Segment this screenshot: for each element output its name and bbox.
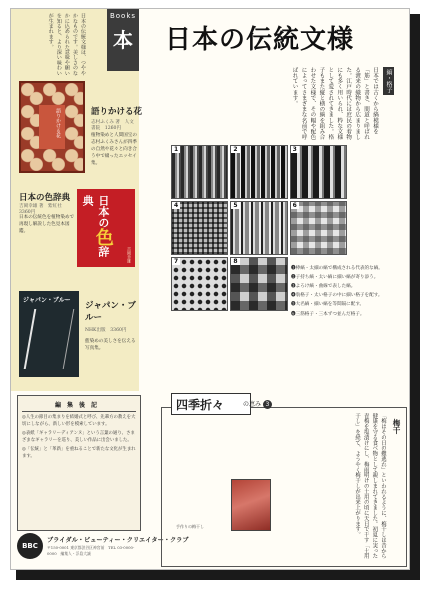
book-title-3: ジャパン・ブルー	[85, 301, 136, 323]
pattern-swatch	[230, 257, 287, 311]
caption-item: ❻三筋格子・三本ずつ並んだ格子。	[291, 311, 365, 317]
pattern-swatch	[290, 201, 347, 255]
book-cover-2-author: 吉岡幸雄	[127, 247, 132, 263]
club-name: ブライダル・ビューティー・クリエイター・クラブ	[47, 537, 189, 544]
book-desc-2: 日本の伝統色を植物染めで再現し解説した色見本図鑑。	[19, 215, 75, 234]
caption-item: ❺大名縞・細い縞を等間隔に配す。	[291, 302, 365, 308]
book-cover-2-iro: 色	[92, 228, 114, 246]
book-cover-2-title	[81, 195, 113, 267]
swatch-number: 7	[174, 258, 179, 265]
season-subtitle-text: の恵み	[243, 401, 262, 408]
book-meta-3: NHK出版 3360円	[85, 328, 127, 333]
season-number-badge: 3	[263, 400, 272, 409]
editor-note-item: ◎表紙「ギャラリーディアンヌ」という言葉の通り、さまざまなギャラリーを巡り、美しい作品に出会いました。	[22, 431, 135, 443]
swatch-number: 8	[233, 258, 238, 265]
book-title-2: 日本の色辞典	[19, 193, 71, 203]
book-cover-3-title: ジャパン・ブルー	[23, 297, 71, 304]
season-heading: 梅干	[392, 419, 401, 434]
pattern-swatch	[171, 201, 228, 255]
page-footer	[17, 533, 189, 565]
pattern-captions	[291, 265, 401, 320]
pattern-swatch	[230, 145, 287, 199]
book-desc-1: 植物染めと人間国宝の志村ふくみさんが四季の自然や花々と向き合う中で綴ったエッセイ集。	[91, 133, 137, 166]
book-cover-3	[19, 291, 79, 377]
pattern-swatch	[230, 201, 287, 255]
swatch-number: 4	[174, 202, 179, 209]
magazine-page	[10, 8, 410, 570]
book-cover-2-top: 日本の	[96, 195, 110, 228]
photo-caption: 手作りの梅干し	[176, 524, 204, 529]
article-body: 日本では古くから縞模様を「筋」と書き、間道と呼ばれる渡来の織物から広まりました。江戸時代には庶民の着物にも多く用いられ、粋な文様として愛されてきました。格子もまた縦と横の縞を組み合わせた文様で、その幅や配色によってさまざまな名前で呼ばれています。	[291, 67, 378, 140]
caption-item: ❸よろけ縞・曲線で表した縞。	[291, 284, 356, 290]
books-tab-jp: 本	[113, 28, 133, 52]
club-address: 〒150-0001 東京都渋谷区神宮前 TEL 03-0000-0000 編集人・浮島大誠	[47, 545, 135, 556]
book-cover-3-figure	[24, 309, 75, 369]
swatch-number: 1	[174, 146, 179, 153]
caption-item: ❹翁格子・太い格子の中に細い格子を配す。	[291, 293, 383, 299]
book-cover-2	[77, 189, 135, 267]
pattern-swatch	[290, 145, 347, 199]
season-title: 四季折々	[176, 398, 225, 412]
book-desc-3: 藍染めの美しさを伝える写真集。	[85, 339, 136, 351]
season-subtitle	[243, 399, 272, 409]
season-body: 「梅はその日の難逃れ」といわれるように、梅干しは昔から健康を守る食べ物として親しまれてきました。初夏に実った青梅を塩漬けにし、梅雨明けの土用の頃に天日で干す「土用干し」を経て、ようやく梅干しが出来上がります。	[354, 413, 386, 559]
editor-note-item: ◎「伝統」と「革新」を重ねることで新たな文化が生まれます。	[22, 447, 136, 460]
swatch-number: 3	[292, 146, 297, 153]
swatch-number: 5	[233, 202, 238, 209]
article-tag: 縞・格子	[385, 69, 392, 93]
season-title-box	[171, 393, 251, 415]
book-meta-1: 志村ふくみ 著 人文書院 1260円	[91, 120, 134, 131]
swatch-number: 2	[233, 146, 238, 153]
books-tab-en: Books	[109, 12, 137, 20]
book-meta-2: 吉岡幸雄 著 紫紅社 3360円	[19, 204, 67, 215]
pattern-swatch	[171, 145, 228, 199]
pattern-swatch	[171, 257, 228, 311]
editor-note-title: 編集後記	[22, 400, 136, 412]
editor-note-item: ◎人生の節目の集まりを結婚式と呼び、先輩方の教えを大切にしながら、新しい形を模索しています。	[22, 415, 136, 427]
umeboshi-photo	[176, 479, 271, 531]
book-cover-2-bottom: 辞典	[81, 195, 110, 257]
caption-item: ❷子持ち縞・太い縞に細い縞が寄り添う。	[291, 275, 379, 281]
swatch-number: 6	[292, 202, 297, 209]
caption-item: ❶棒縞・太細の縞で構成される代表的な縞。	[291, 266, 383, 271]
book-title-1: 語りかける花	[91, 107, 143, 117]
article-headline: 日本の伝統文様	[165, 25, 355, 55]
sidebar-intro: 日本の伝統文様は、つややかなものです。美しさのなかに込められた意味や願いを知ると、より深い味わいが生まれます。	[47, 13, 86, 76]
book-cover-1-title: 語りかける花	[39, 105, 65, 149]
editor-note-box	[17, 395, 141, 531]
books-tab	[107, 9, 139, 71]
book-cover-1	[19, 81, 85, 173]
bbc-logo: BBC	[17, 533, 43, 559]
